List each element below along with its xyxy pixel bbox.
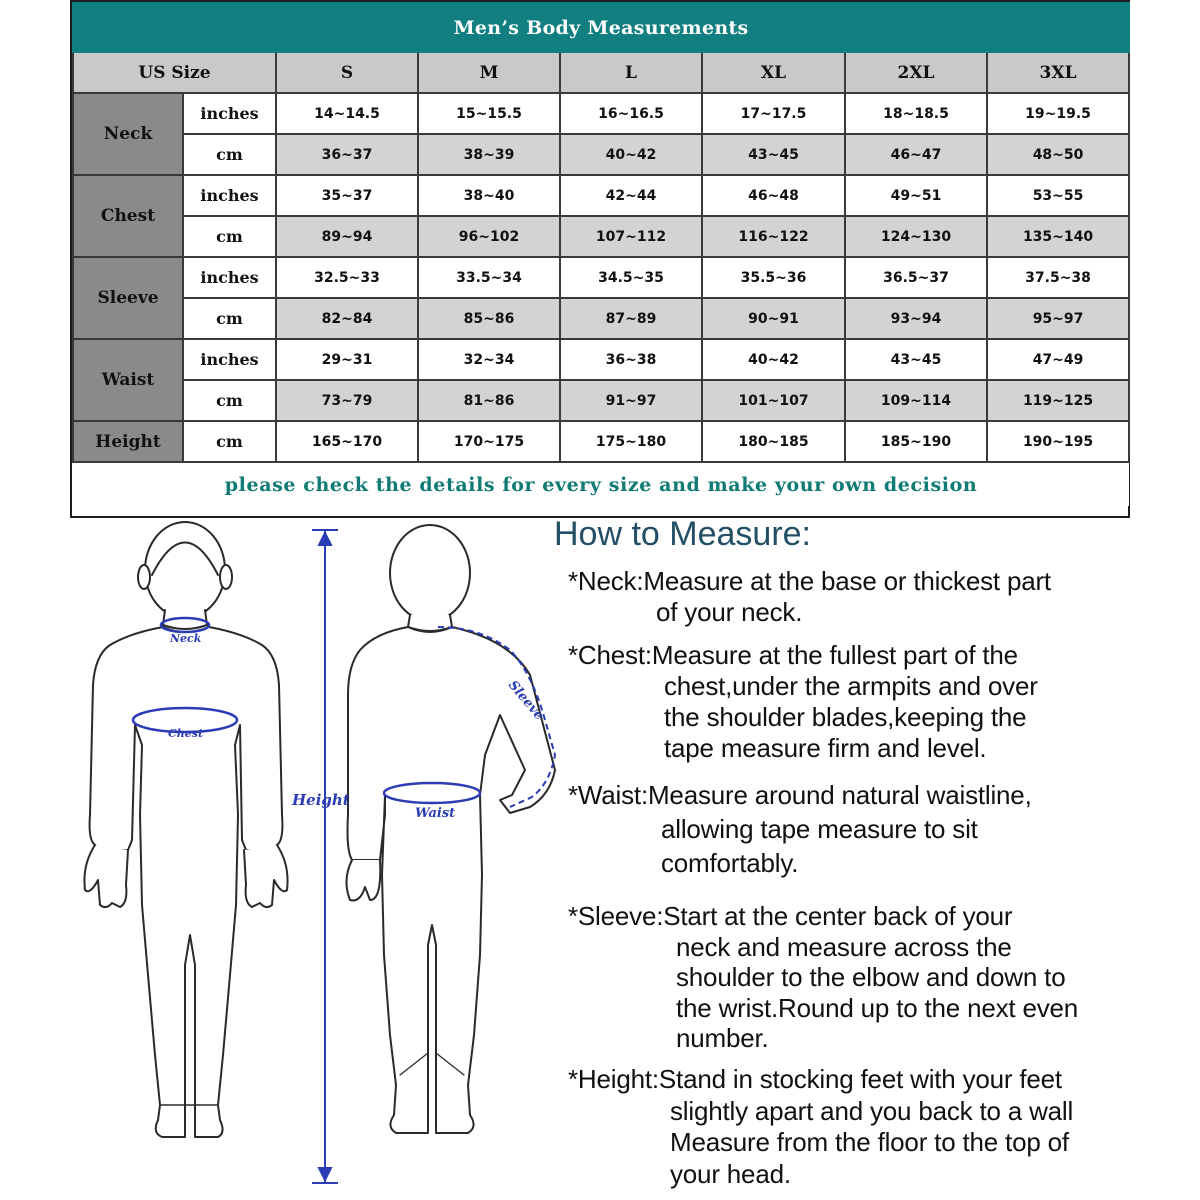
back-body-figure bbox=[346, 525, 555, 1133]
table-cell: 135~140 bbox=[987, 216, 1129, 257]
table-row bbox=[73, 216, 1129, 257]
table-cell: 190~195 bbox=[987, 421, 1129, 462]
table-cell: 35~37 bbox=[276, 175, 418, 216]
table-cell: 107~112 bbox=[560, 216, 702, 257]
table-cell: 32~34 bbox=[418, 339, 560, 380]
instruction-sleeve bbox=[568, 901, 1078, 1054]
table-cell: 175~180 bbox=[560, 421, 702, 462]
neck-label: Neck bbox=[170, 632, 202, 645]
table-cell: 180~185 bbox=[702, 421, 845, 462]
table-cell: 33.5~34 bbox=[418, 257, 560, 298]
table-cell: 85~86 bbox=[418, 298, 560, 339]
table-cell: 36.5~37 bbox=[845, 257, 987, 298]
table-cell: 101~107 bbox=[702, 380, 845, 421]
instruction-lead: *Sleeve:Start at the center back of your bbox=[568, 901, 1013, 931]
table-row bbox=[73, 134, 1129, 175]
chest-label: Chest bbox=[168, 727, 204, 740]
table-cell: 29~31 bbox=[276, 339, 418, 380]
waist-label: Waist bbox=[415, 806, 456, 821]
table-cell: 32.5~33 bbox=[276, 257, 418, 298]
instruction-chest bbox=[568, 640, 1038, 764]
header-size-m: M bbox=[418, 52, 560, 93]
table-row bbox=[73, 257, 1129, 298]
instruction-line: tape measure firm and level. bbox=[664, 733, 987, 763]
row-unit: inches bbox=[183, 339, 276, 380]
table-cell: 96~102 bbox=[418, 216, 560, 257]
table-cell: 170~175 bbox=[418, 421, 560, 462]
header-size-2xl: 2XL bbox=[845, 52, 987, 93]
table-cell: 38~40 bbox=[418, 175, 560, 216]
header-size-l: L bbox=[560, 52, 702, 93]
table-cell: 40~42 bbox=[560, 134, 702, 175]
instruction-line: of your neck. bbox=[656, 597, 803, 627]
table-cell: 43~45 bbox=[845, 339, 987, 380]
table-cell: 38~39 bbox=[418, 134, 560, 175]
table-cell: 47~49 bbox=[987, 339, 1129, 380]
row-category-chest: Chest bbox=[73, 175, 183, 257]
sleeve-label: Sleeve bbox=[504, 677, 547, 724]
instruction-line: slightly apart and you back to a wall bbox=[670, 1095, 1074, 1126]
table-cell: 15~15.5 bbox=[418, 93, 560, 134]
table-cell: 49~51 bbox=[845, 175, 987, 216]
table-cell: 81~86 bbox=[418, 380, 560, 421]
instruction-line: the shoulder blades,keeping the bbox=[664, 702, 1027, 732]
row-unit: cm bbox=[183, 380, 276, 421]
header-size-s: S bbox=[276, 52, 418, 93]
table-cell: 91~97 bbox=[560, 380, 702, 421]
instruction-line: your head. bbox=[670, 1158, 791, 1189]
row-category-neck: Neck bbox=[73, 93, 183, 175]
table-cell: 119~125 bbox=[987, 380, 1129, 421]
instruction-line: neck and measure across the bbox=[676, 931, 1012, 962]
row-unit: cm bbox=[183, 216, 276, 257]
row-category-height: Height bbox=[73, 421, 183, 462]
table-cell: 35.5~36 bbox=[702, 257, 845, 298]
instruction-line: chest,under the armpits and over bbox=[664, 671, 1038, 701]
row-unit: inches bbox=[183, 93, 276, 134]
table-cell: 73~79 bbox=[276, 380, 418, 421]
table-row bbox=[73, 298, 1129, 339]
table-row bbox=[73, 339, 1129, 380]
table-cell: 53~55 bbox=[987, 175, 1129, 216]
instruction-line: comfortably. bbox=[661, 848, 799, 878]
instruction-line: the wrist.Round up to the next even bbox=[676, 992, 1079, 1023]
table-cell: 46~47 bbox=[845, 134, 987, 175]
table-cell: 116~122 bbox=[702, 216, 845, 257]
table-cell: 82~84 bbox=[276, 298, 418, 339]
table-cell: 18~18.5 bbox=[845, 93, 987, 134]
table-cell: 17~17.5 bbox=[702, 93, 845, 134]
table-cell: 87~89 bbox=[560, 298, 702, 339]
instruction-line: allowing tape measure to sit bbox=[661, 814, 978, 844]
table-cell: 42~44 bbox=[560, 175, 702, 216]
table-cell: 109~114 bbox=[845, 380, 987, 421]
table-cell: 165~170 bbox=[276, 421, 418, 462]
instruction-lead: *Chest:Measure at the fullest part of the bbox=[568, 640, 1018, 670]
row-unit: cm bbox=[183, 421, 276, 462]
instruction-line: shoulder to the elbow and down to bbox=[676, 962, 1066, 992]
table-cell: 34.5~35 bbox=[560, 257, 702, 298]
front-body-figure bbox=[84, 522, 287, 1137]
header-us-size: US Size bbox=[73, 52, 276, 93]
row-unit: cm bbox=[183, 298, 276, 339]
row-category-waist: Waist bbox=[73, 339, 183, 421]
table-cell: 37.5~38 bbox=[987, 257, 1129, 298]
table-row bbox=[73, 93, 1129, 134]
table-note: please check the details for every size and make your own decision bbox=[73, 462, 1129, 506]
instruction-waist bbox=[568, 778, 1032, 880]
instruction-neck bbox=[568, 566, 1051, 628]
table-cell: 36~37 bbox=[276, 134, 418, 175]
table-cell: 36~38 bbox=[560, 339, 702, 380]
header-size-3xl: 3XL bbox=[987, 52, 1129, 93]
table-cell: 40~42 bbox=[702, 339, 845, 380]
table-cell: 48~50 bbox=[987, 134, 1129, 175]
table-cell: 124~130 bbox=[845, 216, 987, 257]
header-size-xl: XL bbox=[702, 52, 845, 93]
table-cell: 46~48 bbox=[702, 175, 845, 216]
instruction-lead: *Waist:Measure around natural waistline, bbox=[568, 780, 1032, 810]
how-to-measure-title: How to Measure: bbox=[554, 515, 811, 553]
table-title: Men’s Body Measurements bbox=[73, 3, 1129, 52]
instruction-height bbox=[568, 1064, 1073, 1190]
table-cell: 95~97 bbox=[987, 298, 1129, 339]
table-cell: 185~190 bbox=[845, 421, 987, 462]
height-label: Height bbox=[292, 791, 350, 809]
instruction-line: Measure from the floor to the top of bbox=[670, 1127, 1069, 1157]
table-cell: 90~91 bbox=[702, 298, 845, 339]
row-unit: cm bbox=[183, 134, 276, 175]
row-unit: inches bbox=[183, 175, 276, 216]
instruction-lead: *Neck:Measure at the base or thickest part bbox=[568, 566, 1051, 596]
instruction-line: number. bbox=[676, 1023, 769, 1053]
table-cell: 93~94 bbox=[845, 298, 987, 339]
table-row bbox=[73, 175, 1129, 216]
table-cell: 19~19.5 bbox=[987, 93, 1129, 134]
table-cell: 89~94 bbox=[276, 216, 418, 257]
table-row bbox=[73, 380, 1129, 421]
row-unit: inches bbox=[183, 257, 276, 298]
instruction-lead: *Height:Stand in stocking feet with your feet bbox=[568, 1064, 1062, 1094]
row-category-sleeve: Sleeve bbox=[73, 257, 183, 339]
table-cell: 43~45 bbox=[702, 134, 845, 175]
table-cell: 16~16.5 bbox=[560, 93, 702, 134]
table-cell: 14~14.5 bbox=[276, 93, 418, 134]
size-chart-table bbox=[70, 0, 1130, 518]
measurement-figure bbox=[60, 515, 580, 1200]
